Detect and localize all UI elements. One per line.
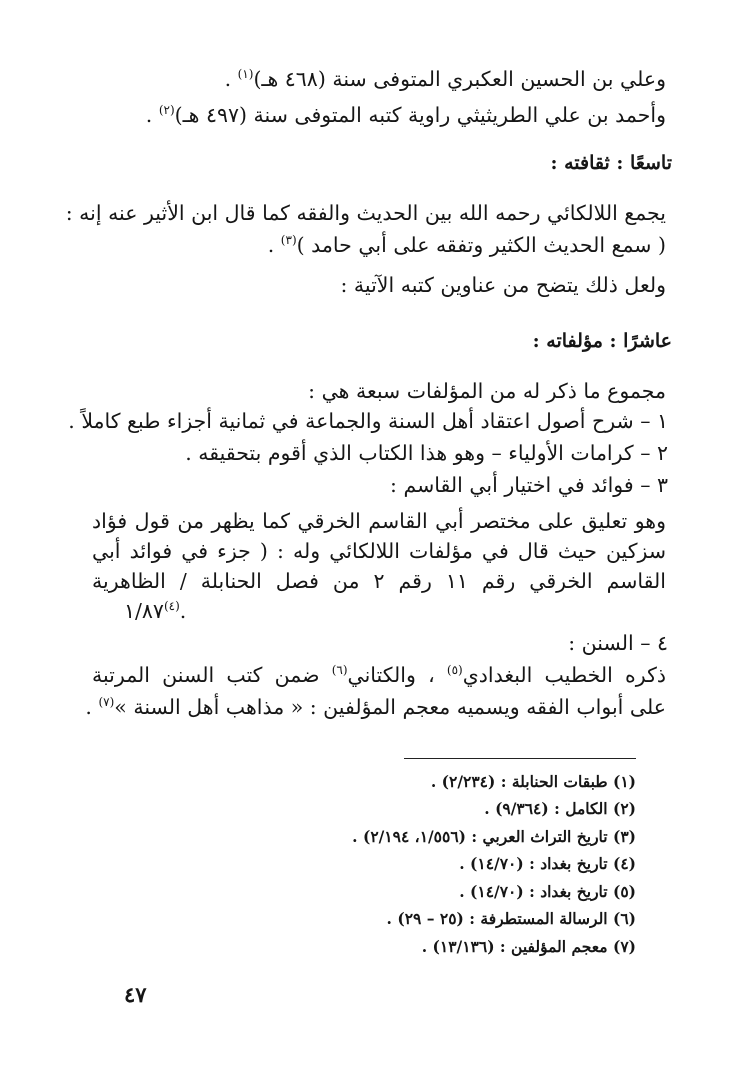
list-item-1: ١ – شرح أصول اعتقاد أهل السنة والجماعة في ثمانية أجزاء طبع كاملاً . xyxy=(68,409,668,433)
footnote-separator xyxy=(404,758,636,759)
footnote-1: (١) طبقات الحنابلة : (٢/٢٣٤) . xyxy=(430,772,636,791)
list-item-3: ٣ – فوائد في اختيار أبي القاسم : xyxy=(390,473,668,497)
footnote-2: (٢) الكامل : (٩/٣٦٤) . xyxy=(484,799,636,818)
text-line-2: وأحمد بن علي الطريثيثي راوية كتبه المتوفى سنة (٤٩٧ هـ)$^{(٢)}$ . xyxy=(145,103,666,127)
footnote-ref-7: (٧) xyxy=(98,695,115,710)
page-number: ٤٧ xyxy=(124,982,147,1007)
text-line-item3-2: سزكين حيث قال في مؤلفات اللالكائي وله : ( جزء في فوائد أبي xyxy=(92,539,666,563)
footnote-ref-3: (٣) xyxy=(280,233,297,248)
footnote-ref-4: (٤) xyxy=(163,599,180,614)
list-item-4: ٤ – السنن : xyxy=(568,631,668,655)
section-heading-culture: تاسعًا : ثقافته : xyxy=(550,152,672,174)
list-item-2: ٢ – كرامات الأولياء – وهو هذا الكتاب الذي أقوم بتحقيقه . xyxy=(185,441,668,465)
text-line-culture-2: ( سمع الحديث الكثير وتفقه على أبي حامد )$^{(٣)}$ . xyxy=(267,233,666,257)
text-line-culture-1: يجمع اللالكائي رحمه الله بين الحديث والفقه كما قال ابن الأثير عنه إنه : xyxy=(65,201,666,225)
text-line-culture-3: ولعل ذلك يتضح من عناوين كتبه الآتية : xyxy=(340,273,666,297)
text-line-item3-4: .$^{(٤)}$١/٨٧ xyxy=(124,599,187,623)
footnote-3: (٣) تاريخ التراث العربي : (١/٥٥٦، ٢/١٩٤) . xyxy=(352,827,636,846)
section-heading-works: عاشرًا : مؤلفاته : xyxy=(532,330,672,352)
footnote-6: (٦) الرسالة المستطرفة : (٢٥ – ٢٩) . xyxy=(386,909,636,928)
text-line-item4-1: ذكره الخطيب البغدادي$^{(٥)}$ ، والكتاني$^{(٦)}$ ضمن كتب السنن المرتبة xyxy=(92,663,666,687)
footnote-4: (٤) تاريخ بغداد : (١٤/٧٠) . xyxy=(459,854,636,873)
text-line-item3-1: وهو تعليق على مختصر أبي القاسم الخرقي كما يظهر من قول فؤاد xyxy=(92,509,666,533)
text-line-works-intro: مجموع ما ذكر له من المؤلفات سبعة هي : xyxy=(308,379,666,403)
footnote-5: (٥) تاريخ بغداد : (١٤/٧٠) . xyxy=(459,882,636,901)
footnote-7: (٧) معجم المؤلفين : (١٣/١٣٦) . xyxy=(421,937,636,956)
footnote-ref-2: (٢) xyxy=(158,103,175,118)
footnote-ref-1: (١) xyxy=(237,67,254,82)
text-line-item3-3: القاسم الخرقي رقم ١١ رقم ٢ من فصل الحنابلة / الظاهرية xyxy=(92,569,666,593)
text-line-1: وعلي بن الحسين العكبري المتوفى سنة (٤٦٨ هـ)$^{(١)}$ . xyxy=(224,67,666,91)
text-line-item4-2: على أبواب الفقه ويسميه معجم المؤلفين : « مذاهب أهل السنة »$^{(٧)}$ . xyxy=(85,695,666,719)
footnote-ref-6: (٦) xyxy=(331,663,348,678)
footnote-ref-5: (٥) xyxy=(446,663,463,678)
